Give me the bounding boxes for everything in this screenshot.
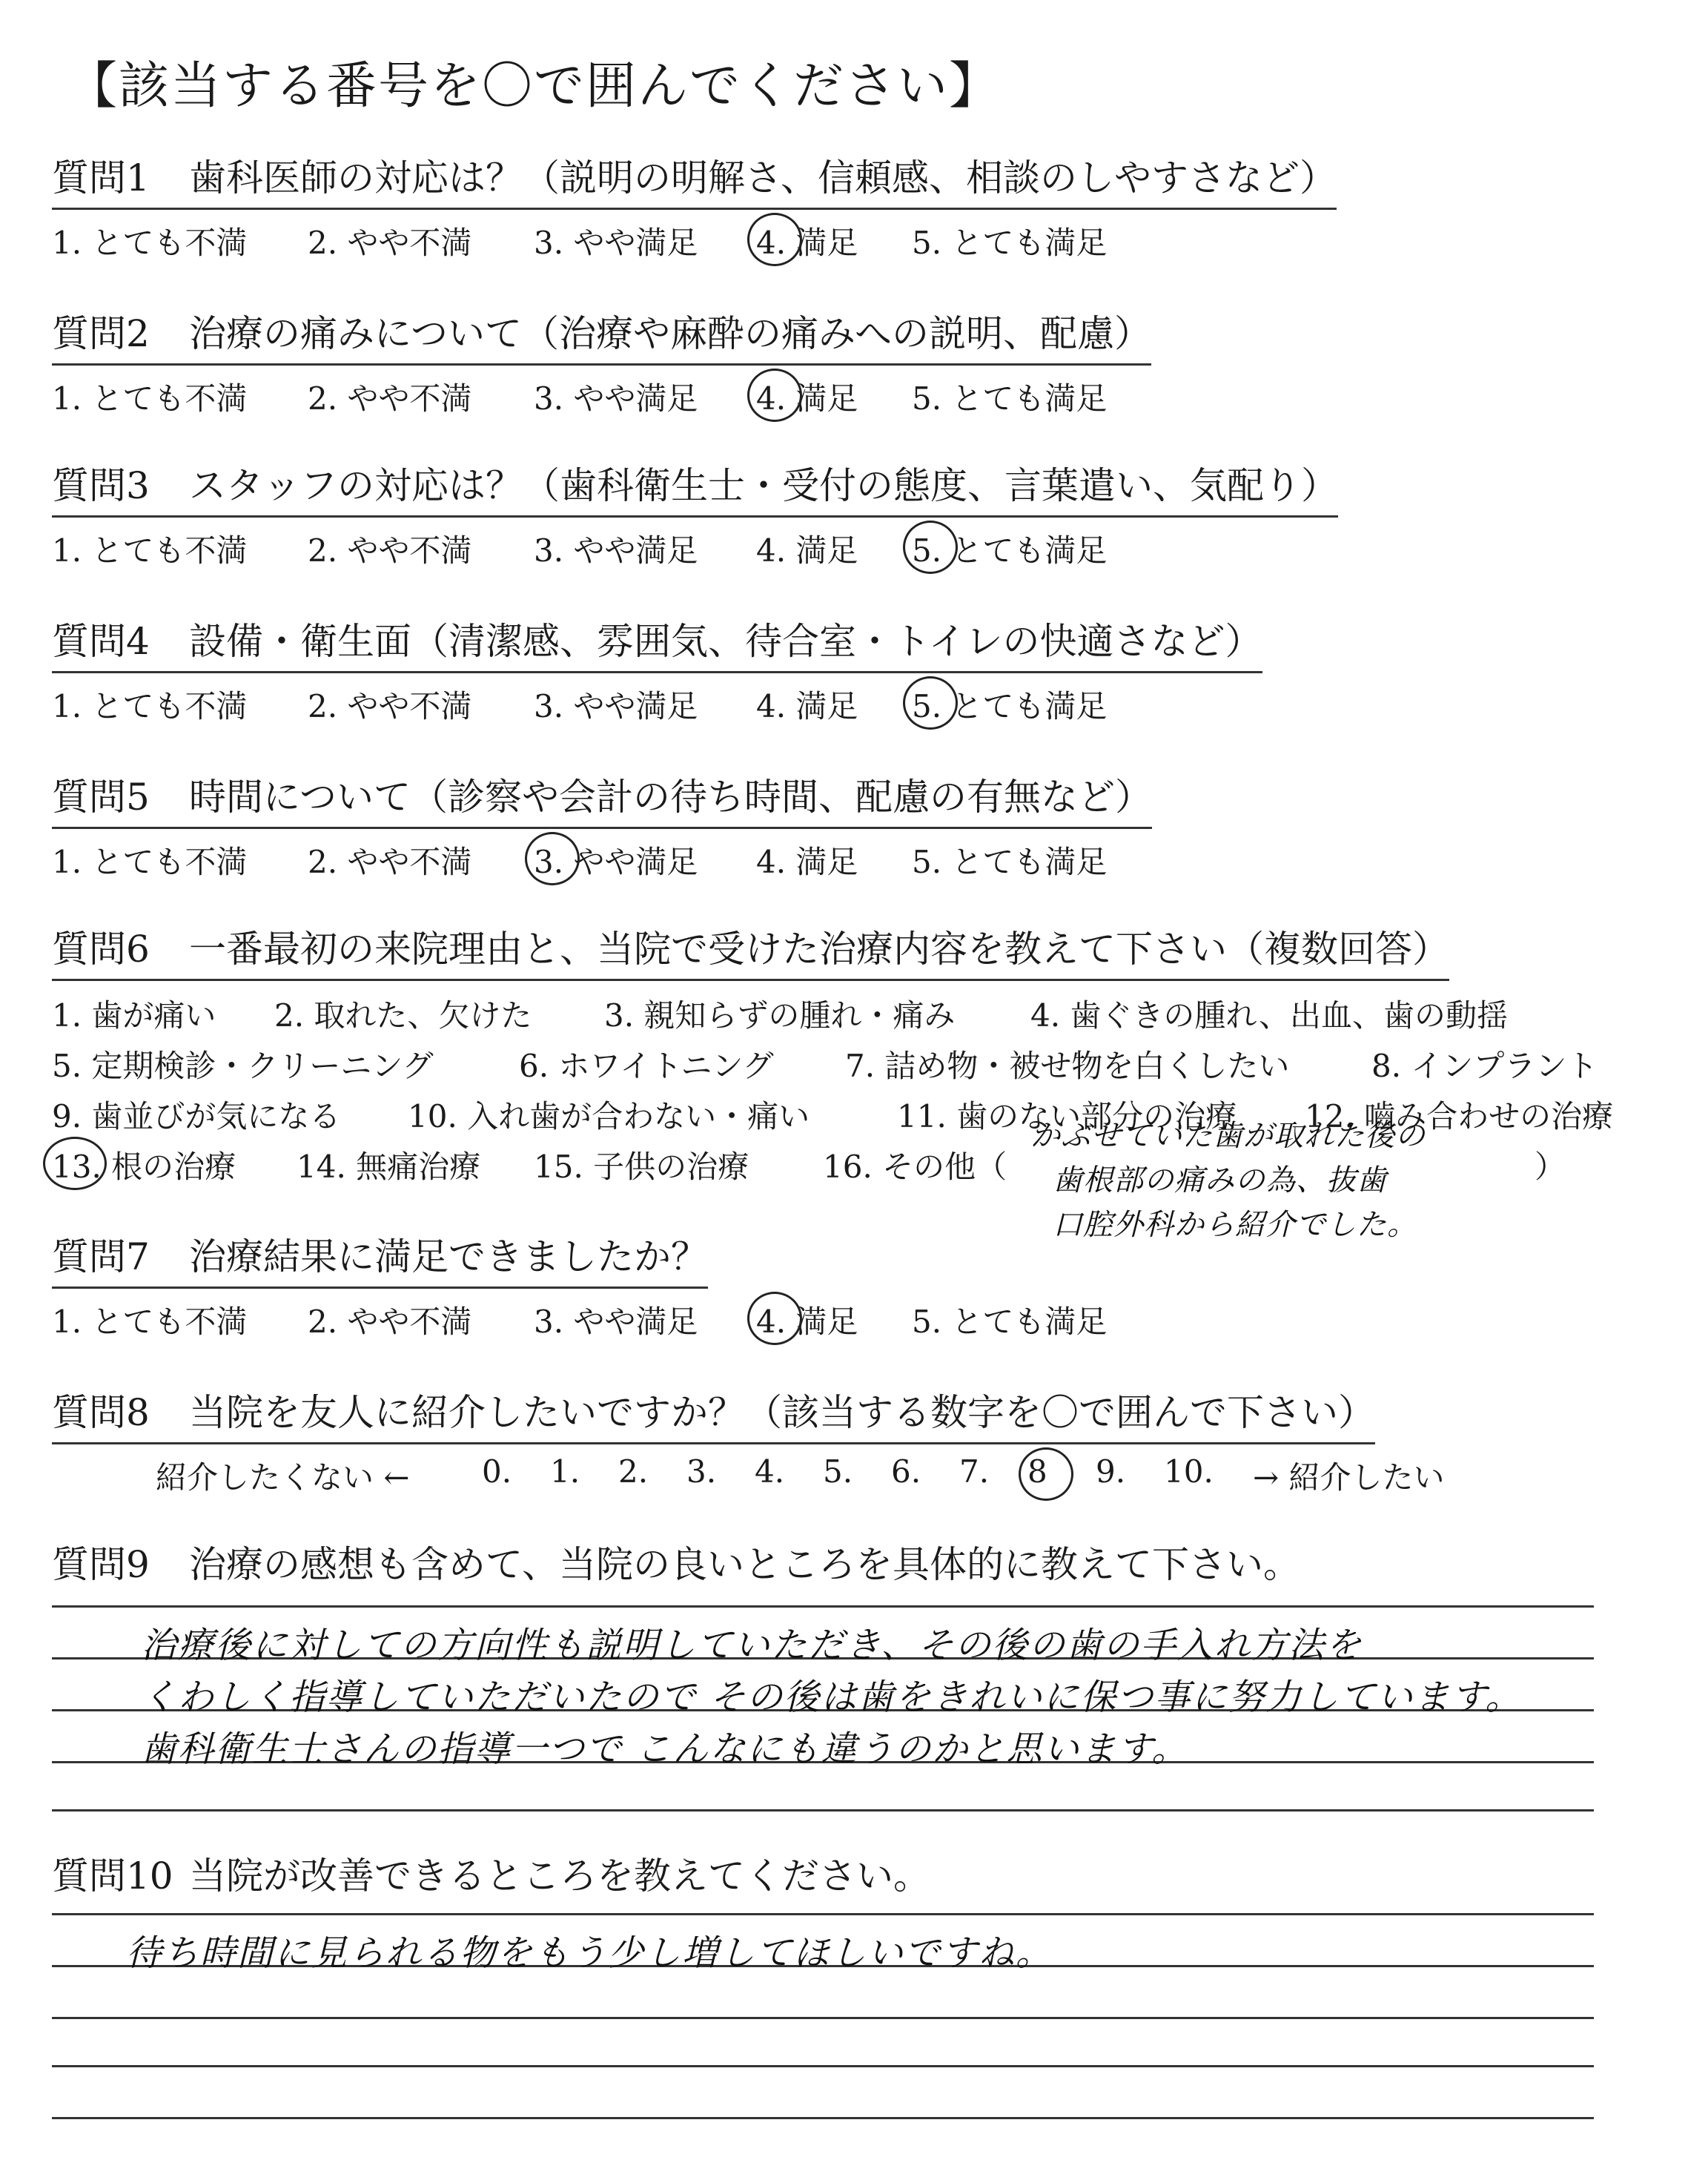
rating-options: [52, 682, 1664, 734]
scale-low-label: 紹介したくない ←: [156, 1459, 410, 1496]
option-3[interactable]: 3. やや満足: [534, 225, 698, 261]
reason-option[interactable]: 2. 取れた、欠けた: [274, 997, 532, 1034]
page-heading: 【該当する番号を〇で囲んでください】: [67, 57, 1002, 116]
scale-9[interactable]: 9.: [1096, 1453, 1126, 1490]
question-title: 質問4 設備・衛生面（清潔感、雰囲気、待合室・トイレの快適さなど）: [52, 612, 1262, 673]
ruled-line: [52, 1809, 1594, 1811]
option-5[interactable]: 5. とても満足: [912, 1304, 1108, 1340]
reason-option[interactable]: 15. 子供の治療: [534, 1149, 749, 1185]
option-3[interactable]: 3. やや満足: [534, 688, 698, 724]
question-4: [52, 612, 1664, 734]
answer-text: くわしく指導していただいたので その後は歯をきれいに保つ事に努力しています。: [141, 1677, 1523, 1718]
ruled-line: [52, 2065, 1594, 2067]
scale-1[interactable]: 1.: [550, 1453, 580, 1490]
reason-options-row: [52, 1042, 1664, 1092]
rating-options: [52, 374, 1664, 426]
question-title: 質問8 当院を友人に紹介したいですか？（該当する数字を〇で囲んで下さい）: [52, 1383, 1375, 1444]
ruled-line: [52, 1913, 1594, 1915]
ruled-line: [52, 2017, 1594, 2019]
question-10: [52, 1846, 1664, 1906]
option-2[interactable]: 2. やや不満: [308, 844, 472, 880]
reason-option[interactable]: 3. 親知らずの腫れ・痛み: [604, 997, 956, 1034]
option-5[interactable]: 5. とても満足: [912, 526, 1107, 571]
question-title: 質問6 一番最初の来院理由と、当院で受けた治療内容を教えて下さい（複数回答）: [52, 919, 1449, 981]
scale-4[interactable]: 4.: [755, 1453, 785, 1490]
option-5[interactable]: 5. とても満足: [912, 844, 1108, 880]
recommend-scale: [52, 1453, 1664, 1505]
option-1[interactable]: 1. とても不満: [52, 1304, 248, 1340]
question-5: [52, 767, 1664, 890]
option-2[interactable]: 2. やや不満: [308, 225, 472, 261]
question-9: [52, 1535, 1664, 1594]
question-1: [52, 148, 1664, 271]
question-title: 質問1 歯科医師の対応は？（説明の明解さ、信頼感、相談のしやすさなど）: [52, 148, 1337, 210]
option-4[interactable]: 4. 満足: [756, 219, 858, 263]
option-3[interactable]: 3. やや満足: [534, 838, 698, 882]
reason-option[interactable]: 7. 詰め物・被せ物を白くしたい: [845, 1048, 1290, 1084]
question-title: 質問9 治療の感想も含めて、当院の良いところを具体的に教えて下さい。: [52, 1543, 1300, 1586]
ruled-line: [52, 2117, 1594, 2119]
reason-option[interactable]: 10. 入れ歯が合わない・痛い: [408, 1098, 810, 1135]
rating-options: [52, 219, 1664, 271]
question-title: 質問5 時間について（診察や会計の待ち時間、配慮の有無など）: [52, 767, 1152, 829]
question-7: [52, 1227, 1664, 1350]
option-1[interactable]: 1. とても不満: [52, 532, 248, 569]
option-3[interactable]: 3. やや満足: [534, 1304, 698, 1340]
answer-text: 治療後に対しての方向性も説明していただき、その後の歯の手入れ方法を: [141, 1625, 1363, 1666]
question-3: [52, 456, 1664, 578]
reason-options-row: [52, 991, 1664, 1042]
option-2[interactable]: 2. やや不満: [308, 1304, 472, 1340]
reason-option-other[interactable]: 16. その他（: [823, 1149, 1007, 1185]
scale-8[interactable]: 8: [1027, 1453, 1047, 1490]
scale-0[interactable]: 0.: [482, 1453, 512, 1490]
reason-option[interactable]: 1. 歯が痛い: [52, 997, 216, 1034]
option-3[interactable]: 3. やや満足: [534, 380, 698, 417]
question-2: [52, 304, 1664, 426]
option-3[interactable]: 3. やや満足: [534, 532, 698, 569]
reason-option[interactable]: 8. インプラント: [1371, 1048, 1598, 1084]
option-1[interactable]: 1. とても不満: [52, 688, 248, 724]
option-2[interactable]: 2. やや不満: [308, 688, 472, 724]
ruled-line: [52, 1605, 1594, 1608]
rating-options: [52, 1298, 1664, 1350]
other-note-line: 口腔外科から紹介でした。: [1053, 1208, 1417, 1242]
option-1[interactable]: 1. とても不満: [52, 225, 248, 261]
other-close-paren: ）: [1535, 1149, 1566, 1185]
reason-option[interactable]: 11. 歯のない部分の治療: [897, 1098, 1237, 1135]
rating-options: [52, 526, 1664, 578]
reason-option[interactable]: 4. 歯ぐきの腫れ、出血、歯の動揺: [1030, 997, 1508, 1034]
reason-option[interactable]: 6. ホワイトニング: [519, 1048, 774, 1084]
scale-high-label: → 紹介したい: [1253, 1459, 1445, 1496]
option-1[interactable]: 1. とても不満: [52, 380, 248, 417]
question-title: 質問2 治療の痛みについて（治療や麻酔の痛みへの説明、配慮）: [52, 304, 1151, 366]
question-title: 質問7 治療結果に満足できましたか？: [52, 1227, 708, 1289]
other-note-line: かぶせていた歯が取れた後の: [1030, 1119, 1426, 1153]
reason-option[interactable]: 5. 定期検診・クリーニング: [52, 1048, 434, 1084]
rating-options: [52, 838, 1664, 890]
reason-option[interactable]: 9. 歯並びが気になる: [52, 1098, 341, 1135]
question-8: [52, 1383, 1664, 1505]
option-1[interactable]: 1. とても不満: [52, 844, 248, 880]
option-4[interactable]: 4. 満足: [756, 688, 858, 724]
question-title: 質問3 スタッフの対応は？（歯科衛生士・受付の態度、言葉遣い、気配り）: [52, 456, 1338, 518]
reason-option[interactable]: 12. 嚙み合わせの治療: [1305, 1098, 1614, 1135]
other-note-line: 歯根部の痛みの為、抜歯: [1053, 1163, 1387, 1198]
option-5[interactable]: 5. とても満足: [912, 225, 1108, 261]
scale-7[interactable]: 7.: [959, 1453, 990, 1490]
option-5[interactable]: 5. とても満足: [912, 682, 1107, 727]
answer-text: 歯科衛生士さんの指導一つで こんなにも違うのかと思います。: [141, 1728, 1189, 1770]
scale-6[interactable]: 6.: [891, 1453, 921, 1490]
option-2[interactable]: 2. やや不満: [308, 380, 472, 417]
reason-option[interactable]: 13. 根の治療: [52, 1143, 236, 1187]
scale-3[interactable]: 3.: [686, 1453, 717, 1490]
scale-5[interactable]: 5.: [823, 1453, 853, 1490]
option-4[interactable]: 4. 満足: [756, 374, 858, 419]
option-2[interactable]: 2. やや不満: [308, 532, 472, 569]
option-4[interactable]: 4. 満足: [756, 532, 858, 569]
option-4[interactable]: 4. 満足: [756, 844, 858, 880]
option-4[interactable]: 4. 満足: [756, 1298, 858, 1342]
answer-text: 待ち時間に見られる物をもう少し増してほしいですね。: [126, 1932, 1053, 1974]
scale-10[interactable]: 10.: [1164, 1453, 1214, 1490]
scale-2[interactable]: 2.: [618, 1453, 649, 1490]
question-title: 質問10 当院が改善できるところを教えてください。: [52, 1855, 930, 1898]
reason-option[interactable]: 14. 無痛治療: [297, 1149, 481, 1185]
option-5[interactable]: 5. とても満足: [912, 380, 1108, 417]
